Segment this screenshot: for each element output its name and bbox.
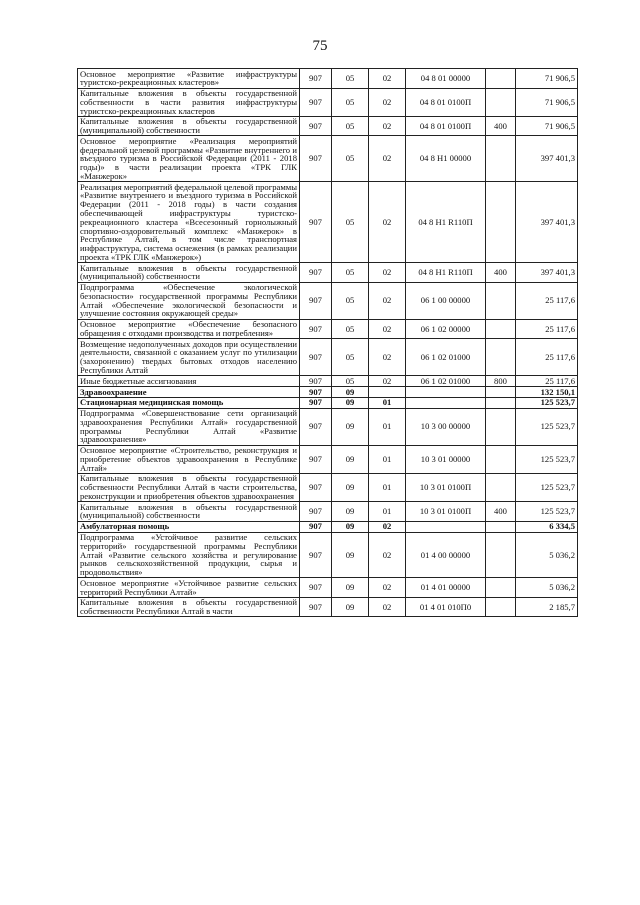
row-name-cell: Основное мероприятие «Обеспечение безопасного обращения с отходами производства и потребления»	[78, 319, 300, 339]
expense-type-cell: 800	[486, 376, 516, 387]
expense-type-cell	[486, 521, 516, 532]
row-name-cell: Капитальные вложения в объекты государственной собственности в части развития инфраструктуры туристско-рекреационных кластеров	[78, 88, 300, 116]
table-row	[78, 69, 578, 89]
subsection-code-cell: 02	[369, 597, 406, 617]
target-article-cell	[406, 387, 486, 398]
ministry-code-cell: 907	[300, 376, 332, 387]
row-name-cell: Капитальные вложения в объекты государственной (муниципальной) собственности	[78, 502, 300, 522]
ministry-code-cell: 907	[300, 136, 332, 182]
subsection-code-cell: 02	[369, 263, 406, 283]
table-row	[78, 532, 578, 578]
subsection-code-cell: 02	[369, 69, 406, 89]
subsection-code-cell: 01	[369, 397, 406, 408]
row-name-cell: Основное мероприятие «Реализация мероприятий федеральной целевой программы «Развитие внутреннего и въездного туризма в Российской Федерации (2011 - 2018 годы)» в части реализации проекта «ТРК ГЛК «Манжерок»	[78, 136, 300, 182]
row-name-cell: Подпрограмма «Совершенствование сети организаций здравоохранения Республики Алтай» государственной программы Республики Алтай «Развитие здравоохранения»	[78, 408, 300, 445]
target-article-cell: 06 1 02 01000	[406, 376, 486, 387]
amount-cell: 25 117,6	[516, 376, 578, 387]
table-row	[78, 502, 578, 522]
ministry-code-cell: 907	[300, 69, 332, 89]
row-name-cell: Здравоохранение	[78, 387, 300, 398]
subsection-code-cell	[369, 387, 406, 398]
table-row	[78, 521, 578, 532]
section-code-cell: 09	[332, 408, 369, 445]
expense-type-cell	[486, 597, 516, 617]
ministry-code-cell: 907	[300, 445, 332, 473]
subsection-code-cell: 01	[369, 473, 406, 501]
amount-cell: 71 906,5	[516, 88, 578, 116]
row-name-cell: Подпрограмма «Устойчивое развитие сельских территорий» государственной программы Республики Алтай «Развитие сельского хозяйства и регулирование рынков сельскохозяйственной продукции, сырья и продовольствия»	[78, 532, 300, 578]
table-row	[78, 387, 578, 398]
table-row	[78, 597, 578, 617]
expense-type-cell: 400	[486, 116, 516, 136]
subsection-code-cell: 02	[369, 521, 406, 532]
ministry-code-cell: 907	[300, 532, 332, 578]
amount-cell: 397 401,3	[516, 263, 578, 283]
section-code-cell: 05	[332, 116, 369, 136]
target-article-cell: 06 1 02 01000	[406, 339, 486, 376]
ministry-code-cell: 907	[300, 88, 332, 116]
table-row	[78, 376, 578, 387]
expense-type-cell	[486, 387, 516, 398]
table-row	[78, 136, 578, 182]
amount-cell: 125 523,7	[516, 397, 578, 408]
table-row	[78, 408, 578, 445]
row-name-cell: Амбулаторная помощь	[78, 521, 300, 532]
table-row	[78, 88, 578, 116]
row-name-cell: Стационарная медицинская помощь	[78, 397, 300, 408]
ministry-code-cell: 907	[300, 387, 332, 398]
table-row	[78, 445, 578, 473]
ministry-code-cell: 907	[300, 263, 332, 283]
amount-cell: 125 523,7	[516, 473, 578, 501]
target-article-cell: 04 8 Н1 R110П	[406, 182, 486, 263]
table-row	[78, 473, 578, 501]
amount-cell: 125 523,7	[516, 408, 578, 445]
section-code-cell: 05	[332, 182, 369, 263]
table-row	[78, 578, 578, 598]
target-article-cell: 04 8 Н1 R110П	[406, 263, 486, 283]
expense-type-cell: 400	[486, 263, 516, 283]
section-code-cell: 09	[332, 473, 369, 501]
row-name-cell: Подпрограмма «Обеспечение экологической безопасности» государственной программы Республики Алтай «Обеспечение экологической безопасности и улучшение состояния окружающей среды»	[78, 282, 300, 319]
ministry-code-cell: 907	[300, 319, 332, 339]
amount-cell: 6 334,5	[516, 521, 578, 532]
section-code-cell: 05	[332, 376, 369, 387]
target-article-cell: 04 8 01 0100П	[406, 116, 486, 136]
subsection-code-cell: 02	[369, 319, 406, 339]
target-article-cell: 04 8 Н1 00000	[406, 136, 486, 182]
ministry-code-cell: 907	[300, 597, 332, 617]
expense-type-cell	[486, 578, 516, 598]
row-name-cell: Основное мероприятие «Строительство, реконструкция и приобретение объектов здравоохранения в Республике Алтай»	[78, 445, 300, 473]
table-row	[78, 182, 578, 263]
ministry-code-cell: 907	[300, 521, 332, 532]
amount-cell: 25 117,6	[516, 339, 578, 376]
subsection-code-cell: 02	[369, 88, 406, 116]
table-row	[78, 319, 578, 339]
expense-type-cell	[486, 339, 516, 376]
amount-cell: 25 117,6	[516, 319, 578, 339]
ministry-code-cell: 907	[300, 282, 332, 319]
ministry-code-cell: 907	[300, 116, 332, 136]
target-article-cell: 10 3 01 00000	[406, 445, 486, 473]
ministry-code-cell: 907	[300, 182, 332, 263]
target-article-cell: 06 1 02 00000	[406, 319, 486, 339]
section-code-cell: 09	[332, 502, 369, 522]
table-row	[78, 282, 578, 319]
row-name-cell: Основное мероприятие «Устойчивое развитие сельских территорий Республики Алтай»	[78, 578, 300, 598]
expense-type-cell	[486, 88, 516, 116]
target-article-cell	[406, 521, 486, 532]
target-article-cell: 01 4 00 00000	[406, 532, 486, 578]
expense-type-cell	[486, 445, 516, 473]
expense-type-cell	[486, 532, 516, 578]
section-code-cell: 05	[332, 69, 369, 89]
expense-type-cell	[486, 69, 516, 89]
expense-type-cell: 400	[486, 502, 516, 522]
ministry-code-cell: 907	[300, 339, 332, 376]
ministry-code-cell: 907	[300, 408, 332, 445]
table-row	[78, 263, 578, 283]
subsection-code-cell: 02	[369, 182, 406, 263]
subsection-code-cell: 02	[369, 578, 406, 598]
amount-cell: 397 401,3	[516, 182, 578, 263]
target-article-cell: 06 1 00 00000	[406, 282, 486, 319]
ministry-code-cell: 907	[300, 502, 332, 522]
section-code-cell: 05	[332, 339, 369, 376]
expense-type-cell	[486, 397, 516, 408]
row-name-cell: Капитальные вложения в объекты государственной собственности Республики Алтай в части строительства, реконструкции и приобретения объектов здравоохранения	[78, 473, 300, 501]
section-code-cell: 09	[332, 397, 369, 408]
row-name-cell: Реализация мероприятий федеральной целевой программы «Развитие внутреннего и въездного туризма в Российской Федерации (2011 - 2018 годы) в части создания обеспечивающей инфраструктуры туристско-рекреационного кластера «Всесезонный горнолыжный спортивно-оздоровительный комплекс «Манжерок» в Республике Алтай, в том числе транспортная инфраструктура, система оснежения (в рамках реализации проекта «ТРК ГЛК «Манжерок»)	[78, 182, 300, 263]
amount-cell: 2 185,7	[516, 597, 578, 617]
expense-type-cell	[486, 282, 516, 319]
subsection-code-cell: 02	[369, 136, 406, 182]
amount-cell: 25 117,6	[516, 282, 578, 319]
table-body	[78, 69, 578, 617]
section-code-cell: 05	[332, 282, 369, 319]
target-article-cell: 10 3 00 00000	[406, 408, 486, 445]
section-code-cell: 05	[332, 319, 369, 339]
expense-type-cell	[486, 182, 516, 263]
table-row	[78, 116, 578, 136]
expense-type-cell	[486, 473, 516, 501]
subsection-code-cell: 02	[369, 532, 406, 578]
amount-cell: 125 523,7	[516, 502, 578, 522]
amount-cell: 125 523,7	[516, 445, 578, 473]
amount-cell: 5 036,2	[516, 532, 578, 578]
table-row	[78, 339, 578, 376]
target-article-cell: 01 4 01 010П0	[406, 597, 486, 617]
ministry-code-cell: 907	[300, 473, 332, 501]
row-name-cell: Капитальные вложения в объекты государственной (муниципальной) собственности	[78, 263, 300, 283]
section-code-cell: 09	[332, 387, 369, 398]
section-code-cell: 09	[332, 532, 369, 578]
row-name-cell: Капитальные вложения в объекты государственной (муниципальной) собственности	[78, 116, 300, 136]
row-name-cell: Основное мероприятие «Развитие инфраструктуры туристско-рекреационных кластеров»	[78, 69, 300, 89]
section-code-cell: 09	[332, 578, 369, 598]
subsection-code-cell: 02	[369, 282, 406, 319]
subsection-code-cell: 01	[369, 502, 406, 522]
subsection-code-cell: 01	[369, 408, 406, 445]
amount-cell: 71 906,5	[516, 69, 578, 89]
expense-type-cell	[486, 136, 516, 182]
target-article-cell: 10 3 01 0100П	[406, 473, 486, 501]
target-article-cell: 10 3 01 0100П	[406, 502, 486, 522]
ministry-code-cell: 907	[300, 578, 332, 598]
expense-type-cell	[486, 319, 516, 339]
section-code-cell: 05	[332, 88, 369, 116]
page-number: 75	[312, 38, 328, 54]
subsection-code-cell: 02	[369, 339, 406, 376]
subsection-code-cell: 01	[369, 445, 406, 473]
target-article-cell: 04 8 01 00000	[406, 69, 486, 89]
amount-cell: 397 401,3	[516, 136, 578, 182]
section-code-cell: 09	[332, 445, 369, 473]
budget-table	[77, 68, 578, 617]
section-code-cell: 09	[332, 597, 369, 617]
ministry-code-cell: 907	[300, 397, 332, 408]
row-name-cell: Иные бюджетные ассигнования	[78, 376, 300, 387]
amount-cell: 132 150,1	[516, 387, 578, 398]
amount-cell: 5 036,2	[516, 578, 578, 598]
subsection-code-cell: 02	[369, 376, 406, 387]
row-name-cell: Капитальные вложения в объекты государственной собственности Республики Алтай в части	[78, 597, 300, 617]
section-code-cell: 09	[332, 521, 369, 532]
row-name-cell: Возмещение недополученных доходов при осуществлении деятельности, связанной с оказанием услуг по утилизации (захоронению) твердых бытовых отходов населению Республики Алтай	[78, 339, 300, 376]
target-article-cell	[406, 397, 486, 408]
amount-cell: 71 906,5	[516, 116, 578, 136]
target-article-cell: 04 8 01 0100П	[406, 88, 486, 116]
section-code-cell: 05	[332, 263, 369, 283]
expense-type-cell	[486, 408, 516, 445]
target-article-cell: 01 4 01 00000	[406, 578, 486, 598]
table-row	[78, 397, 578, 408]
subsection-code-cell: 02	[369, 116, 406, 136]
section-code-cell: 05	[332, 136, 369, 182]
